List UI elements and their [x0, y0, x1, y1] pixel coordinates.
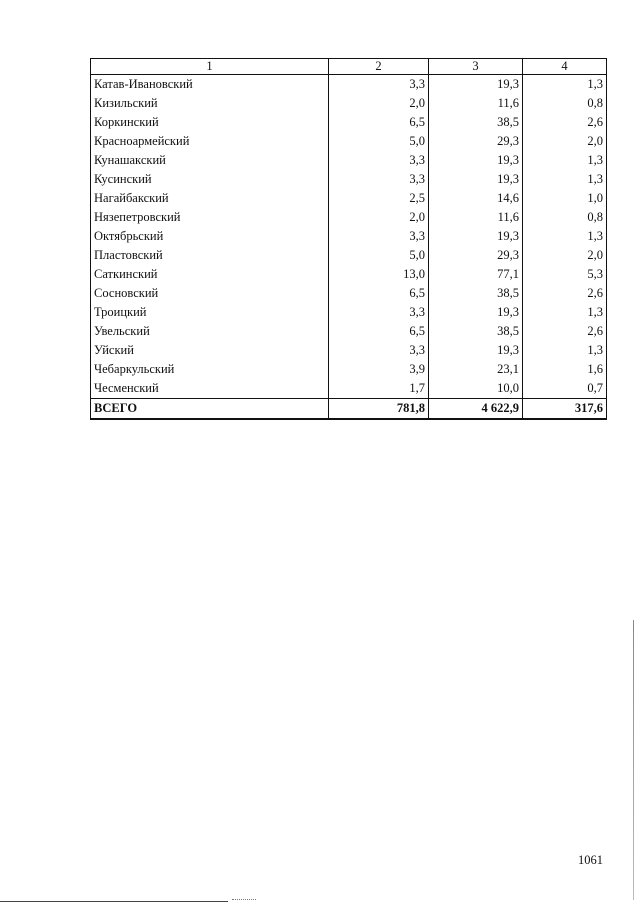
value-col4-cell: 1,3	[523, 341, 607, 360]
value-col3-cell: 19,3	[429, 170, 523, 189]
value-col4-cell: 2,0	[523, 132, 607, 151]
value-col4-cell: 0,8	[523, 208, 607, 227]
value-col2-cell: 3,3	[329, 75, 429, 95]
district-name-cell: Нагайбакский	[91, 189, 329, 208]
table-row	[91, 132, 607, 151]
total-label: ВСЕГО	[91, 399, 329, 420]
total-value-col3: 4 622,9	[429, 399, 523, 420]
value-col4-cell: 0,8	[523, 94, 607, 113]
value-col4-cell: 1,3	[523, 227, 607, 246]
value-col3-cell: 19,3	[429, 227, 523, 246]
value-col3-cell: 38,5	[429, 284, 523, 303]
district-name-cell: Троицкий	[91, 303, 329, 322]
value-col2-cell: 2,5	[329, 189, 429, 208]
value-col2-cell: 3,9	[329, 360, 429, 379]
table-row	[91, 284, 607, 303]
district-name-cell: Пластовский	[91, 246, 329, 265]
district-name-cell: Чесменский	[91, 379, 329, 399]
scan-bottom-line	[0, 901, 228, 902]
value-col2-cell: 6,5	[329, 113, 429, 132]
value-col4-cell: 2,0	[523, 246, 607, 265]
column-header-4: 4	[523, 59, 607, 75]
district-name-cell: Катав-Ивановский	[91, 75, 329, 95]
district-name-cell: Кизильский	[91, 94, 329, 113]
district-name-cell: Кусинский	[91, 170, 329, 189]
value-col3-cell: 19,3	[429, 75, 523, 95]
value-col3-cell: 29,3	[429, 246, 523, 265]
value-col4-cell: 2,6	[523, 284, 607, 303]
district-name-cell: Красноармейский	[91, 132, 329, 151]
value-col4-cell: 1,3	[523, 170, 607, 189]
value-col2-cell: 3,3	[329, 151, 429, 170]
value-col2-cell: 5,0	[329, 132, 429, 151]
value-col3-cell: 19,3	[429, 151, 523, 170]
table-row	[91, 208, 607, 227]
value-col3-cell: 11,6	[429, 94, 523, 113]
district-name-cell: Кунашакский	[91, 151, 329, 170]
value-col2-cell: 3,3	[329, 341, 429, 360]
value-col3-cell: 23,1	[429, 360, 523, 379]
table-row	[91, 151, 607, 170]
district-name-cell: Нязепетровский	[91, 208, 329, 227]
value-col2-cell: 6,5	[329, 284, 429, 303]
district-name-cell: Уйский	[91, 341, 329, 360]
value-col3-cell: 19,3	[429, 341, 523, 360]
value-col4-cell: 2,6	[523, 322, 607, 341]
table-row	[91, 246, 607, 265]
column-header-3: 3	[429, 59, 523, 75]
table-row	[91, 75, 607, 95]
header-row	[91, 59, 607, 75]
district-name-cell: Увельский	[91, 322, 329, 341]
data-table	[90, 58, 607, 420]
table-body	[91, 75, 607, 399]
value-col2-cell: 2,0	[329, 208, 429, 227]
table-row	[91, 379, 607, 399]
table-row	[91, 360, 607, 379]
value-col4-cell: 1,0	[523, 189, 607, 208]
scan-bottom-dots	[232, 899, 256, 903]
value-col4-cell: 5,3	[523, 265, 607, 284]
table-row	[91, 113, 607, 132]
value-col2-cell: 13,0	[329, 265, 429, 284]
page-number: 1061	[578, 853, 603, 867]
value-col3-cell: 19,3	[429, 303, 523, 322]
value-col4-cell: 1,6	[523, 360, 607, 379]
district-name-cell: Саткинский	[91, 265, 329, 284]
value-col3-cell: 38,5	[429, 113, 523, 132]
district-name-cell: Коркинский	[91, 113, 329, 132]
table-row	[91, 227, 607, 246]
total-value-col4: 317,6	[523, 399, 607, 420]
table-row	[91, 341, 607, 360]
value-col3-cell: 29,3	[429, 132, 523, 151]
value-col3-cell: 10,0	[429, 379, 523, 399]
value-col4-cell: 2,6	[523, 113, 607, 132]
table-row	[91, 322, 607, 341]
total-value-col2: 781,8	[329, 399, 429, 420]
value-col3-cell: 14,6	[429, 189, 523, 208]
value-col3-cell: 11,6	[429, 208, 523, 227]
value-col3-cell: 38,5	[429, 322, 523, 341]
district-name-cell: Октябрьский	[91, 227, 329, 246]
value-col2-cell: 3,3	[329, 303, 429, 322]
value-col3-cell: 77,1	[429, 265, 523, 284]
column-header-1: 1	[91, 59, 329, 75]
value-col2-cell: 3,3	[329, 227, 429, 246]
table-row	[91, 189, 607, 208]
column-header-2: 2	[329, 59, 429, 75]
value-col2-cell: 3,3	[329, 170, 429, 189]
value-col4-cell: 1,3	[523, 303, 607, 322]
value-col2-cell: 5,0	[329, 246, 429, 265]
table-row	[91, 303, 607, 322]
value-col2-cell: 6,5	[329, 322, 429, 341]
scan-edge-line	[633, 620, 634, 900]
table-row	[91, 94, 607, 113]
district-name-cell: Сосновский	[91, 284, 329, 303]
value-col4-cell: 1,3	[523, 75, 607, 95]
table-row	[91, 170, 607, 189]
value-col2-cell: 1,7	[329, 379, 429, 399]
table-row	[91, 265, 607, 284]
value-col2-cell: 2,0	[329, 94, 429, 113]
district-name-cell: Чебаркульский	[91, 360, 329, 379]
total-row	[91, 399, 607, 420]
value-col4-cell: 1,3	[523, 151, 607, 170]
value-col4-cell: 0,7	[523, 379, 607, 399]
